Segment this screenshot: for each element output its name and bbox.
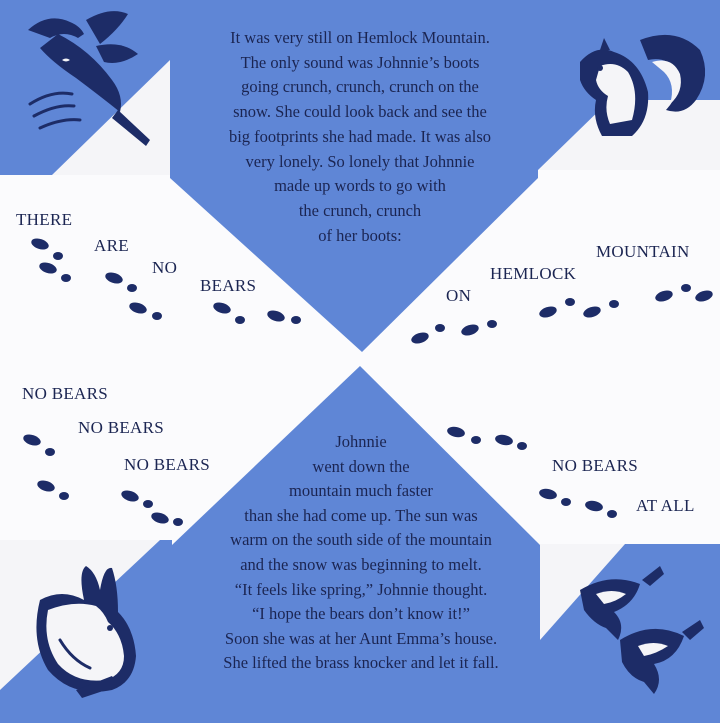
footprint-word-no-bears-1: NO BEARS	[22, 384, 108, 403]
story-line: Soon she was at her Aunt Emma’s house.	[224, 628, 498, 648]
footprint-word-bears: BEARS	[200, 276, 257, 295]
story-line: It was very still on Hemlock Mountain.	[230, 28, 490, 47]
footprint-word-no-bears-3: NO BEARS	[124, 455, 210, 474]
footprint-word-hemlock: HEMLOCK	[490, 264, 577, 283]
story-line: and the snow was beginning to melt.	[240, 554, 482, 574]
story-line: “It feels like spring,” Johnnie thought.	[234, 579, 488, 599]
footprint-word-no: NO	[152, 258, 178, 277]
story-line: went down the	[312, 456, 410, 476]
story-text-bottom	[172, 430, 550, 676]
story-line: “I hope the bears don’t know it!”	[252, 604, 470, 624]
story-line: big footprints she had made. It was also	[228, 126, 492, 146]
story-line: of her boots:	[318, 225, 402, 245]
story-line: going crunch, crunch, crunch on the	[241, 77, 479, 97]
story-line: than she had come up. The sun was	[244, 505, 478, 525]
story-line: mountain much faster	[289, 481, 433, 501]
story-line: snow. She could look back and see the	[233, 102, 487, 122]
footprint-word-on: ON	[446, 286, 472, 305]
footprint-word-no-bears-2: NO BEARS	[78, 418, 164, 437]
footprint-word-at-all: AT ALL	[636, 496, 695, 515]
footprints-lower-left	[22, 432, 183, 526]
footprint-word-mountain: MOUNTAIN	[596, 242, 690, 261]
footprint-word-no-bears-4: NO BEARS	[552, 456, 638, 475]
story-line: made up words to go with	[274, 176, 446, 196]
story-line: very lonely. So lonely that Johnnie	[245, 151, 475, 171]
story-text-top	[176, 26, 544, 248]
footprint-word-are: ARE	[94, 236, 129, 255]
story-line: the crunch, crunch	[298, 200, 422, 220]
footprint-word-there: THERE	[16, 210, 73, 229]
story-line: She lifted the brass knocker and let it fall.	[223, 653, 499, 673]
story-line: The only sound was Johnnie’s boots	[240, 52, 480, 72]
story-line: Johnnie	[335, 432, 387, 451]
story-line: warm on the south side of the mountain	[230, 530, 492, 550]
